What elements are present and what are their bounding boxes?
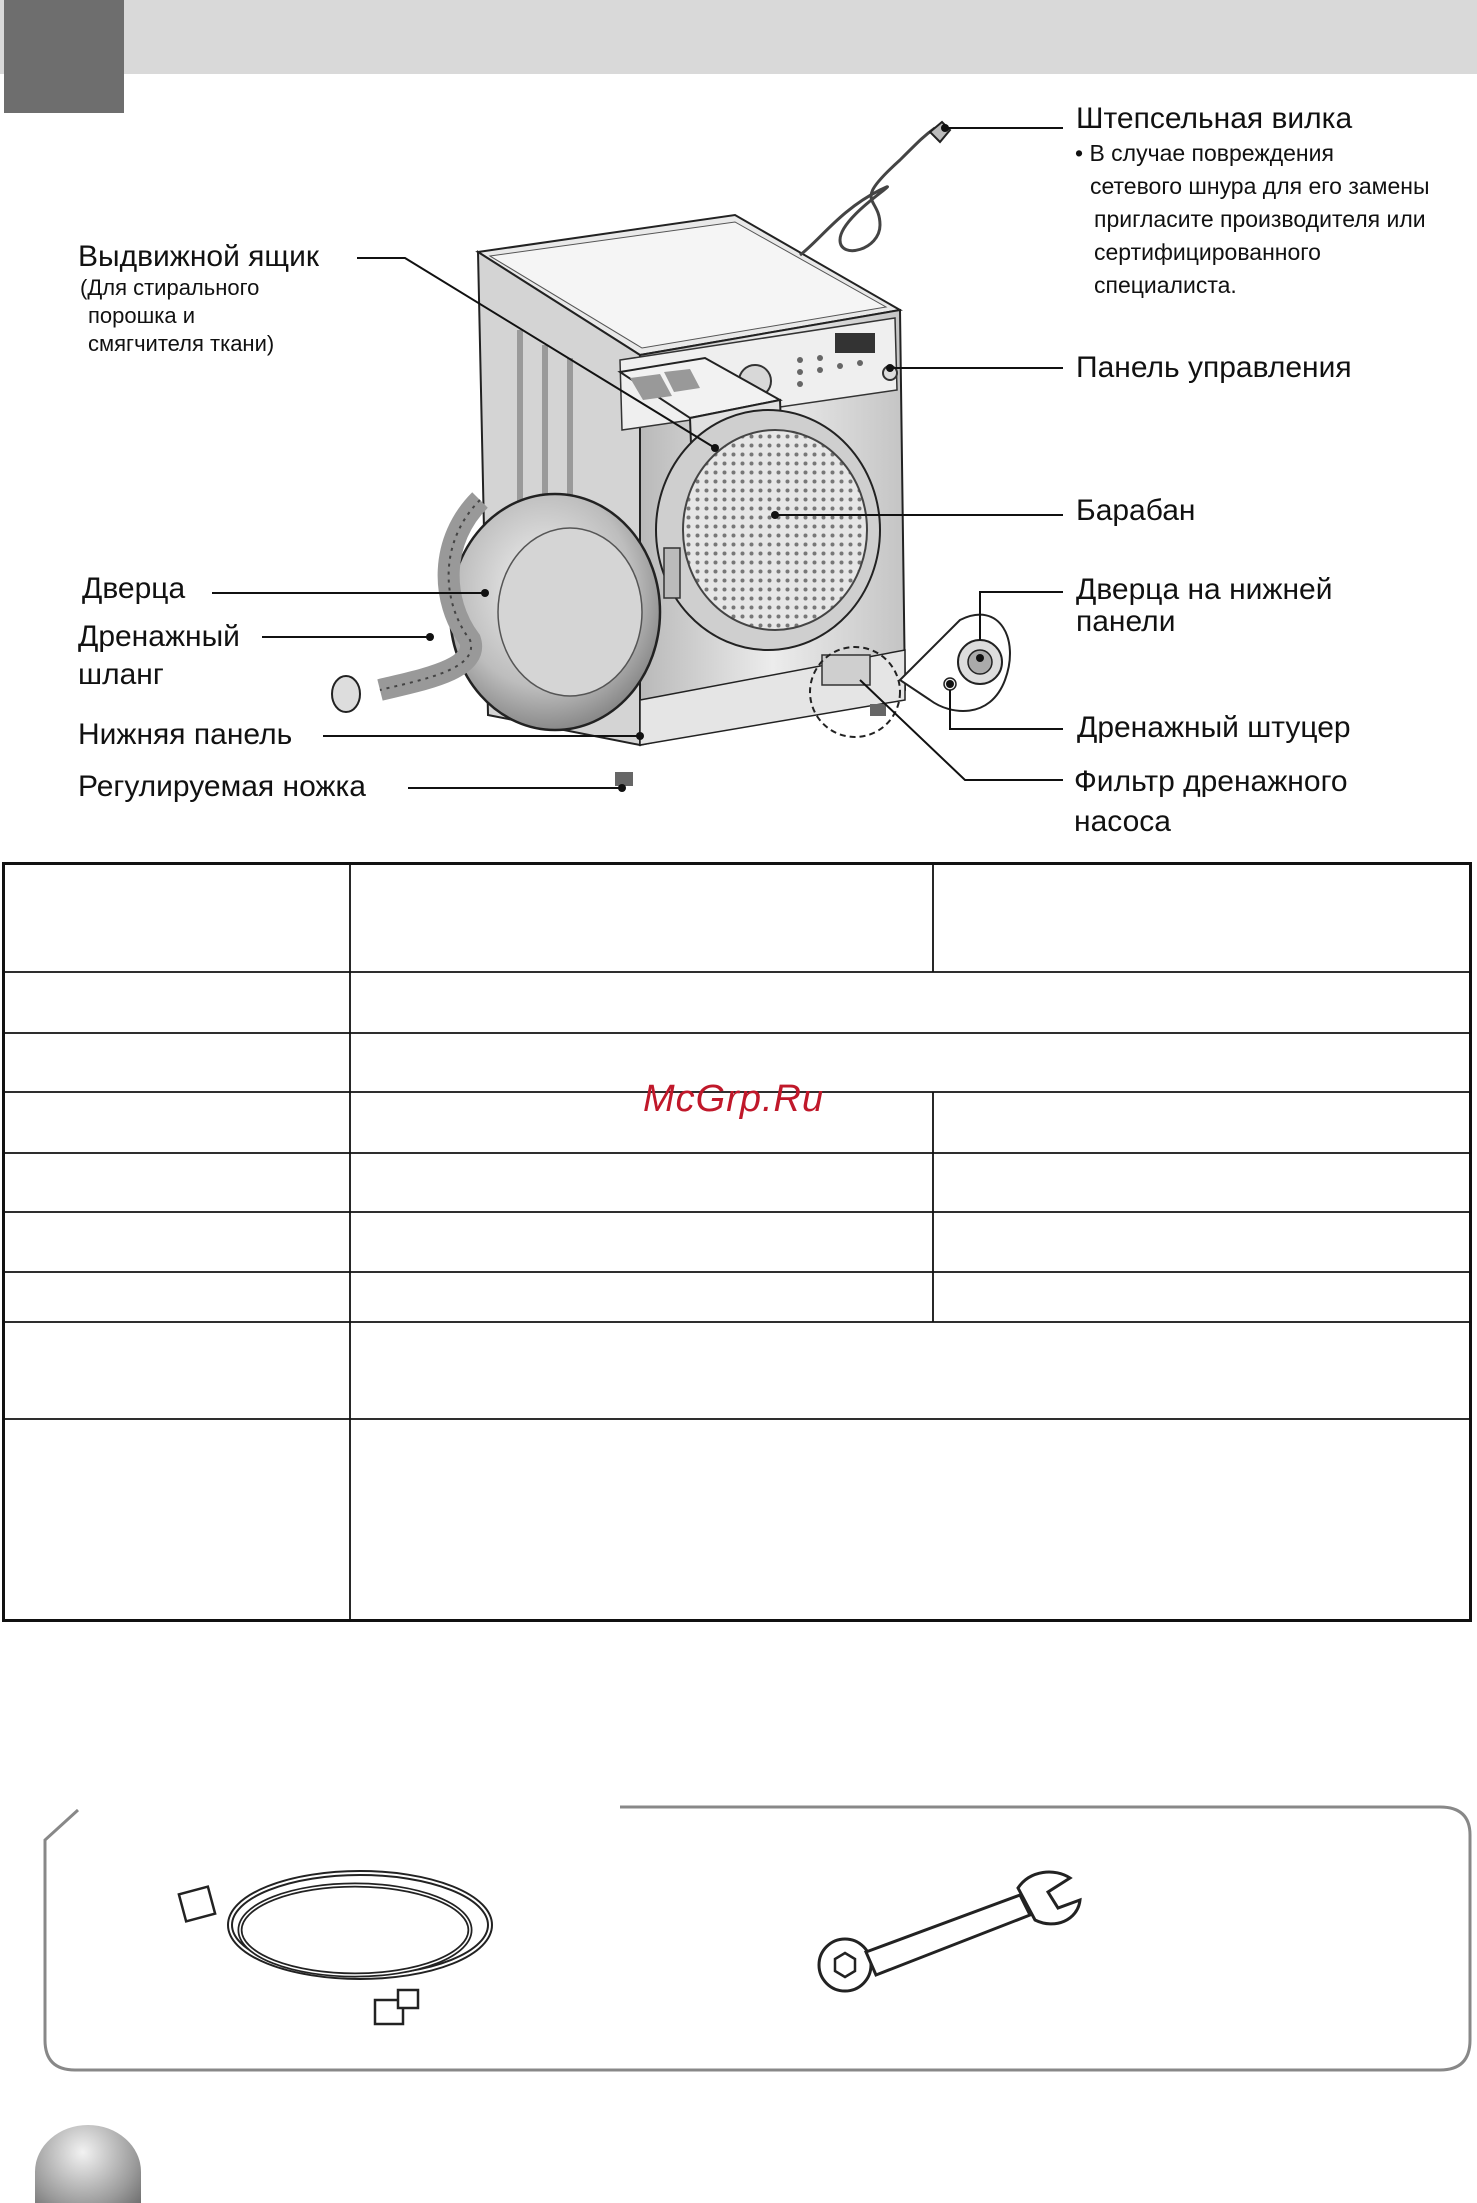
label-lower-panel-door-2: панели [1076,605,1176,638]
drawer-sub-1: (Для стирального [80,275,260,300]
label-plug: Штепсельная вилка [1076,102,1353,135]
wrench-icon [819,1872,1080,1991]
page-number-tab [35,2125,141,2203]
label-adjustable-foot: Регулируемая ножка [78,770,366,803]
label-pump-filter-1: Фильтр дренажного [1074,765,1348,798]
watermark: McGrp.Ru [643,1078,825,1120]
plug-note-4: сертифицированного [1094,239,1321,265]
label-drain-fitting: Дренажный штуцер [1077,711,1351,744]
label-drawer: Выдвижной ящик [78,240,319,273]
accessories-box [0,1790,1477,2080]
label-pump-filter-2: насоса [1074,805,1171,838]
spec-table [2,862,1472,1622]
plug-note-3: пригласите производителя или [1094,206,1426,232]
washing-machine-icon [332,122,1010,786]
plug-note-5: специалиста. [1094,272,1237,298]
label-drain-hose-1: Дренажный [78,620,240,653]
label-control-panel: Панель управления [1076,351,1352,384]
plug-note-1: • В случае повреждения [1075,140,1334,166]
label-drain-hose-2: шланг [78,658,164,691]
label-lower-panel: Нижняя панель [78,718,293,751]
label-lower-panel-door-1: Дверца на нижней [1076,573,1333,606]
label-door: Дверца [82,572,186,605]
inlet-hose-icon [179,1873,490,2024]
drawer-sub-3: смягчителя ткани) [88,331,275,356]
plug-note-2: сетевого шнура для его замены [1090,173,1430,199]
label-drum: Барабан [1076,494,1196,527]
drawer-sub-2: порошка и [88,303,196,328]
